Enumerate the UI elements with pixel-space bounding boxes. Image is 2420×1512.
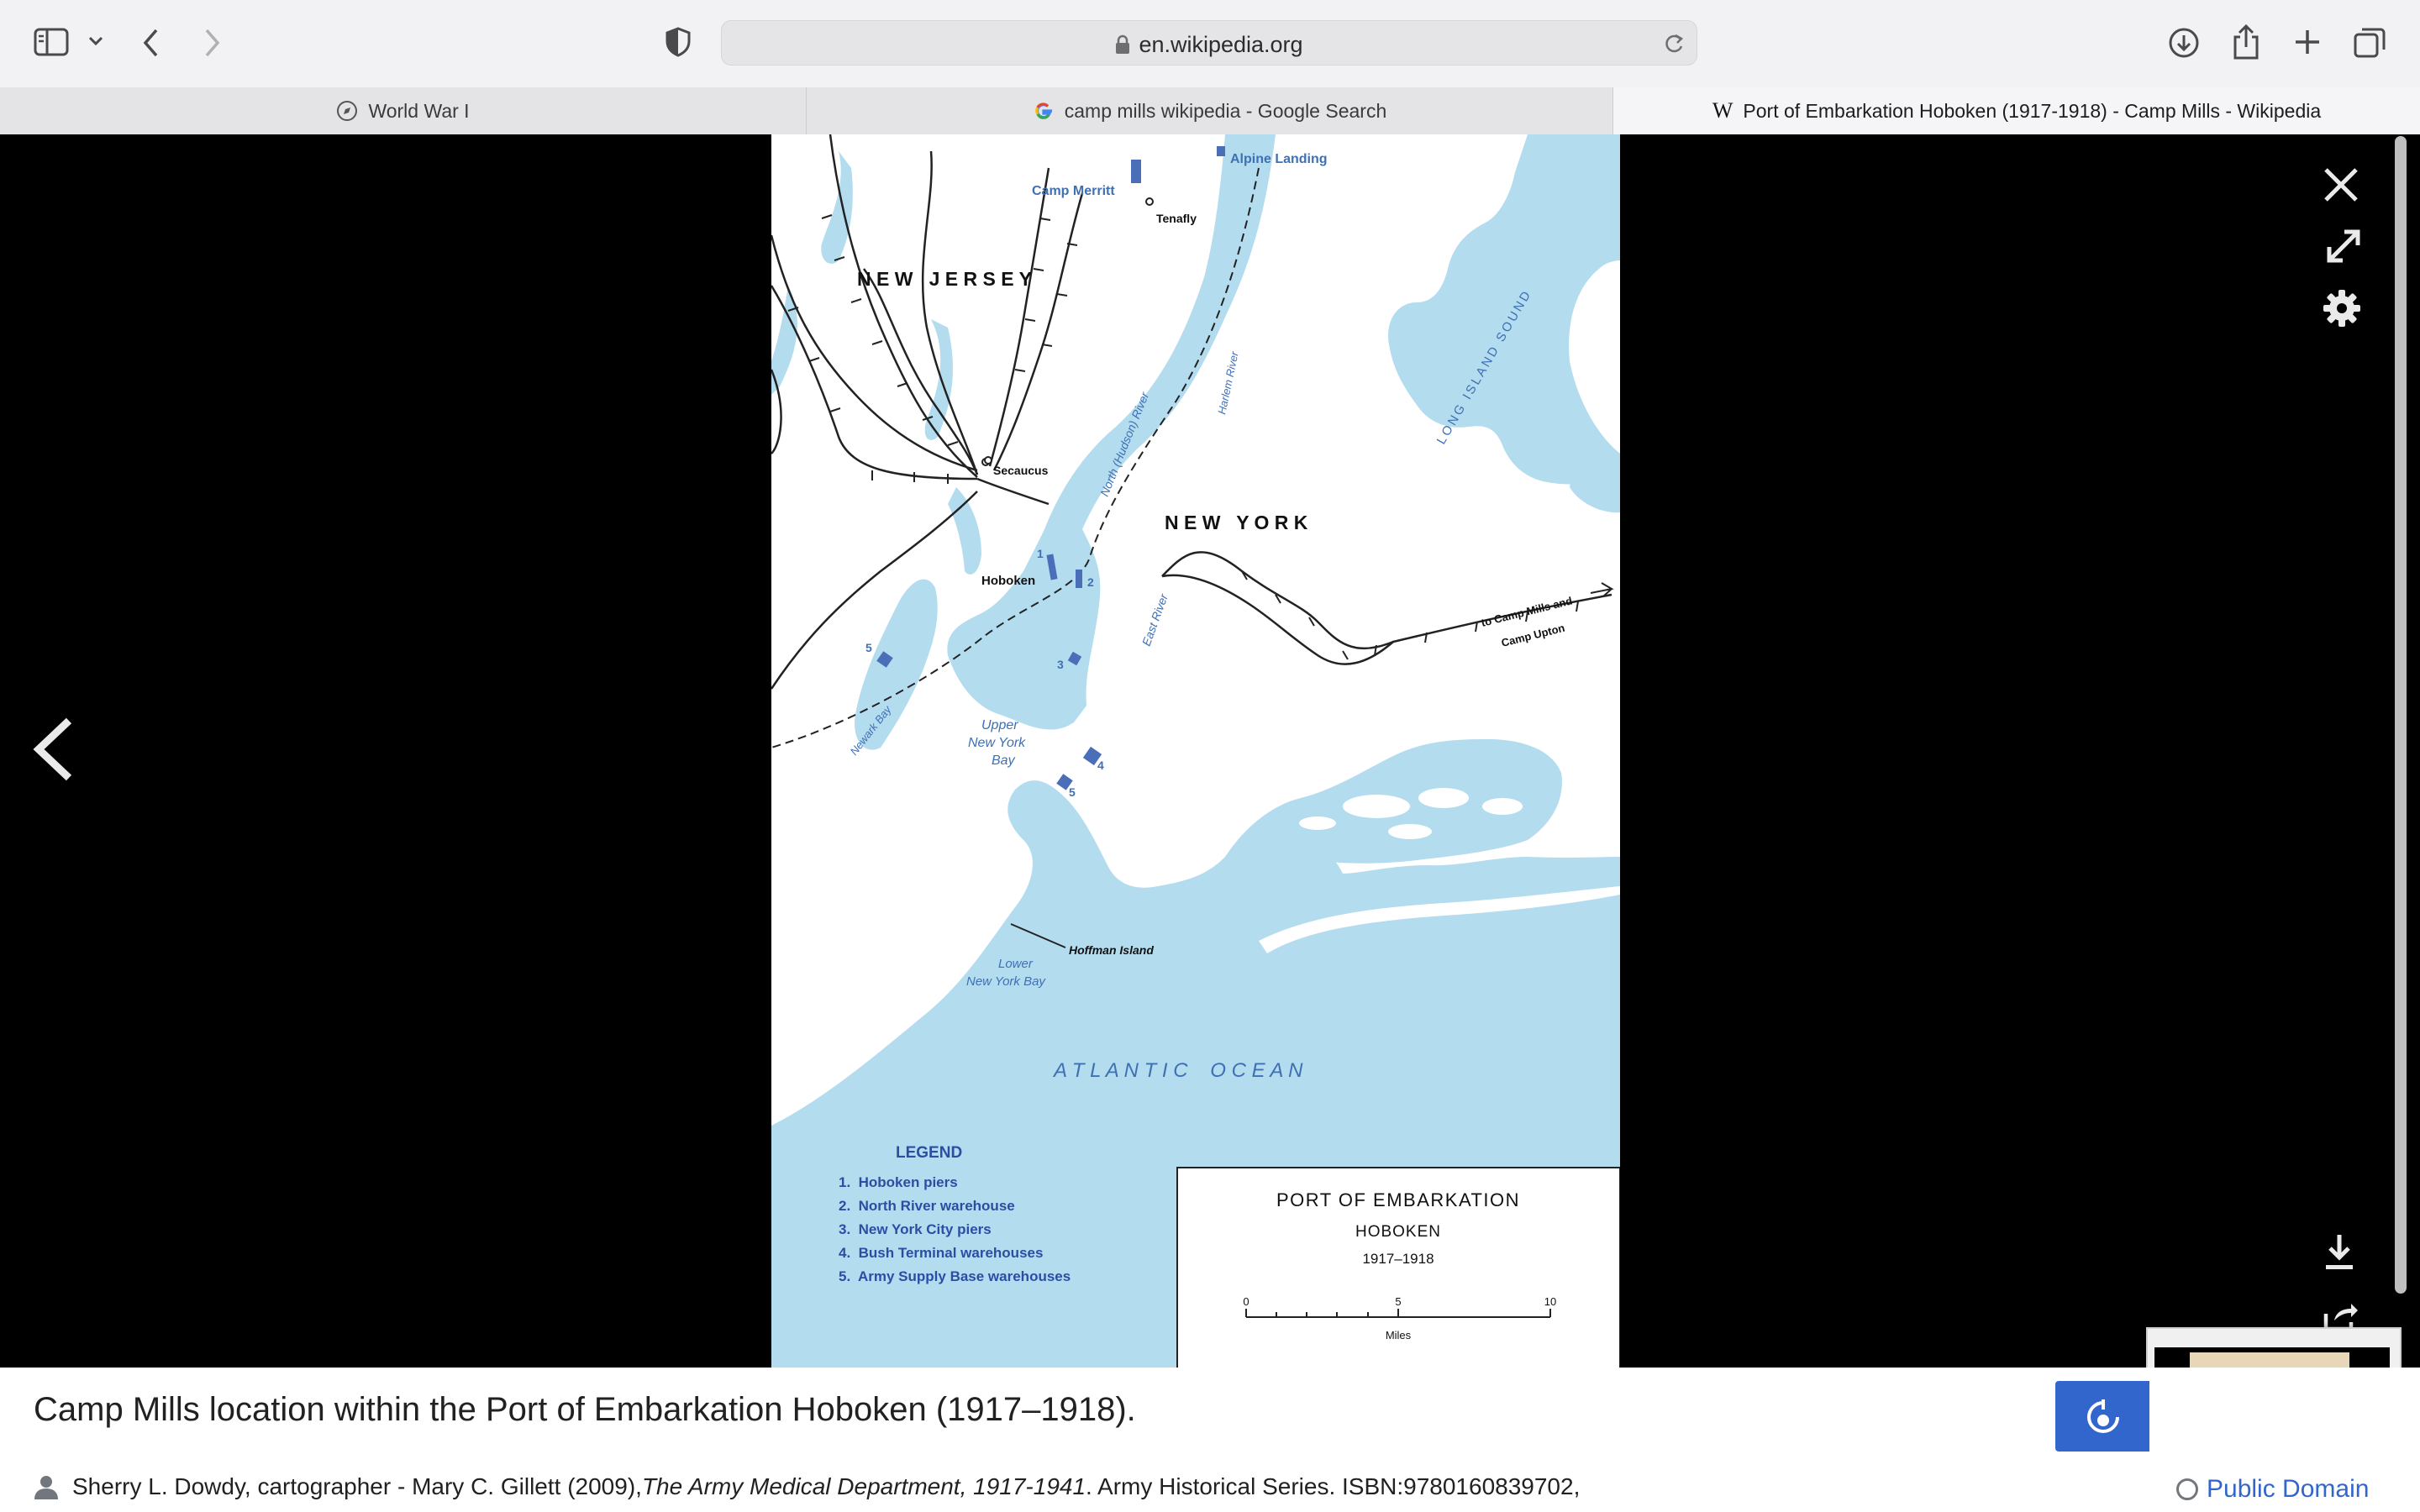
prev-arrow-icon[interactable] [30,716,74,787]
new-tab-icon[interactable] [2292,27,2323,61]
legend-item-5: 5. Army Supply Base warehouses [839,1268,1071,1284]
forward-icon[interactable] [202,27,222,63]
label-upper-3: Bay [992,753,1015,768]
label-to-camps-1: to Camp Mills and [1480,594,1574,629]
chevron-down-icon[interactable] [87,35,104,51]
title-line-2: HOBOKEN [1355,1223,1442,1241]
scale-tick-0: 0 [1243,1295,1249,1308]
browser-toolbar [0,0,2420,88]
privacy-shield-icon[interactable] [666,27,691,61]
marker-2: 2 [1087,575,1094,589]
label-upper-2: New York [968,736,1026,750]
lock-icon [1115,34,1130,60]
scale-tick-10: 10 [1544,1295,1557,1308]
tab-label: World War I [368,99,470,122]
attribution-title: The Army Medical Department, 1917-1941 [641,1473,1086,1499]
title-line-3: 1917–1918 [1362,1251,1434,1267]
label-harlem-river: Harlem River [1215,350,1241,416]
expand-icon[interactable] [2326,228,2361,268]
sidebar-toggle-icon[interactable] [34,27,71,61]
label-alpine-landing: Alpine Landing [1230,152,1328,166]
label-hoffman-island: Hoffman Island [1069,943,1154,957]
license-label: Public Domain [2207,1475,2370,1503]
map-image[interactable] [771,134,1620,1368]
tab-label: camp mills wikipedia - Google Search [1064,99,1387,122]
gear-icon[interactable] [2323,289,2361,332]
legend-item-4: 4. Bush Terminal warehouses [839,1245,1044,1261]
label-newark-bay: Newark Bay [847,703,894,758]
tab-bar [0,87,2420,135]
wikipedia-icon: W [1712,98,1733,123]
tab-port-of-embarkation[interactable] [1613,87,2420,134]
back-icon[interactable] [141,27,161,63]
reload-icon[interactable] [1663,32,1685,60]
label-hoboken: Hoboken [981,574,1036,588]
scrollbar[interactable] [2395,136,2407,1294]
legend-title: LEGEND [896,1144,963,1162]
marker-5a: 5 [1069,785,1076,799]
download-icon[interactable] [2324,1233,2354,1274]
downloads-icon[interactable] [2168,27,2200,63]
marker-4: 4 [1097,759,1104,772]
legend-item-2: 2. North River warehouse [839,1198,1015,1214]
marker-3: 3 [1057,658,1064,671]
label-lower-2: New York Bay [966,974,1045,989]
attribution-pre: Sherry L. Dowdy, cartographer - Mary C. Gillett (2009), [72,1473,642,1499]
label-lower-1: Lower [998,957,1033,971]
tab-world-war-i[interactable] [0,87,807,134]
author-icon [34,1474,59,1499]
close-icon[interactable] [2323,166,2360,207]
google-icon [1033,100,1055,122]
marker-1: 1 [1037,547,1044,560]
url-text: en.wikipedia.org [1139,32,1303,57]
attribution [34,1473,1580,1500]
share-icon[interactable] [2232,24,2260,65]
label-east-river: East River [1139,591,1171,648]
label-long-island-sound: LONG ISLAND SOUND [1434,286,1535,447]
commons-icon [2084,1398,2123,1441]
compass-icon [336,100,358,122]
scale-unit: Miles [1385,1329,1412,1341]
title-line-1: PORT OF EMBARKATION [1276,1189,1521,1210]
label-new-jersey: N E W J E R S E Y [857,268,1032,290]
commons-button[interactable] [2055,1381,2149,1452]
license-link[interactable] [2176,1475,2369,1504]
label-tenafly: Tenafly [1156,212,1197,225]
label-secaucus: Secaucus [993,464,1049,477]
tab-google-search[interactable] [807,87,1613,134]
legend-item-3: 3. New York City piers [839,1221,992,1237]
attribution-post: . Army Historical Series. ISBN:9780160839702, [1086,1473,1581,1499]
legend-item-1: 1. Hoboken piers [839,1174,958,1190]
marker-5b: 5 [865,641,872,654]
label-camp-merritt: Camp Merritt [1032,184,1115,198]
tab-label: Port of Embarkation Hoboken (1917-1918) - Camp Mills - Wikipedia [1743,99,2322,122]
address-bar[interactable] [721,20,1697,66]
label-to-camps-2: Camp Upton [1500,621,1566,649]
public-domain-icon [2176,1478,2198,1500]
label-new-york: N E W Y O R K [1165,512,1308,533]
scale-tick-5: 5 [1395,1295,1402,1308]
tab-overview-icon[interactable] [2353,25,2386,63]
image-caption: Camp Mills location within the Port of Embarkation Hoboken (1917–1918). [34,1391,1136,1428]
label-upper-1: Upper [981,718,1018,732]
label-atlantic-ocean: A T L A N T I C O C E A N [1054,1059,1303,1082]
label-north-river: North (Hudson) River [1097,390,1152,499]
